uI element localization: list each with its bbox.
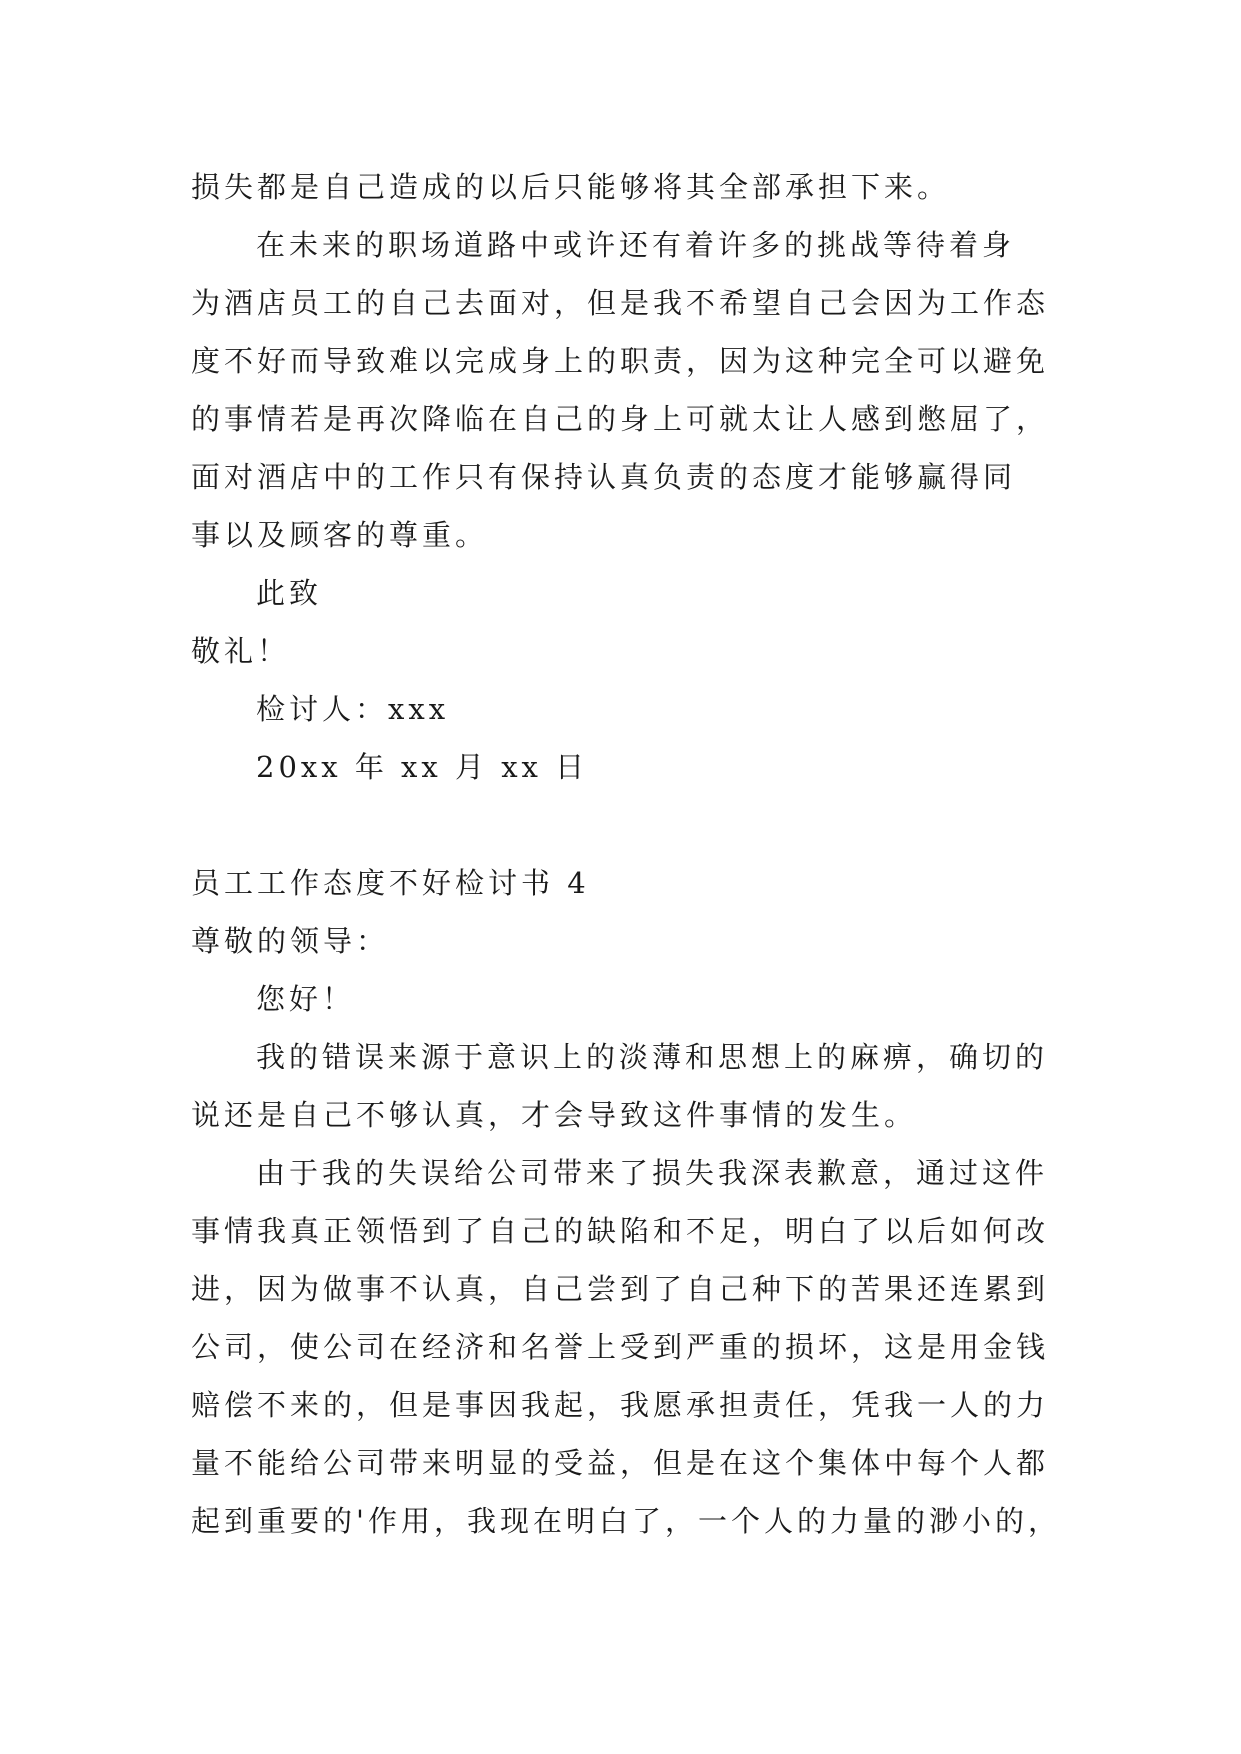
paragraph-line: 为酒店员工的自己去面对，但是我不希望自己会因为工作态: [191, 286, 1050, 320]
section-gap: [191, 796, 1069, 854]
paragraph-line: 我的错误来源于意识上的淡薄和思想上的麻痹，确切的: [256, 1040, 1049, 1074]
paragraph-line: 说还是自己不够认真，才会导致这件事情的发生。: [191, 1098, 918, 1132]
paragraph-line: 在未来的职场道路中或许还有着许多的挑战等待着身: [256, 228, 1016, 262]
paragraph-line: 度不好而导致难以完成身上的职责，因为这种完全可以避免: [191, 344, 1050, 378]
paragraph-line: 赔偿不来的，但是事因我起，我愿承担责任，凭我一人的力: [191, 1388, 1050, 1422]
letter-title: 员工工作态度不好检讨书 4: [191, 866, 590, 900]
date-text: 20xx 年 xx 月 xx 日: [256, 750, 589, 784]
paragraph-line: 损失都是自己造成的以后只能够将其全部承担下来。: [191, 170, 951, 204]
salute-text: 敬礼！: [191, 634, 291, 668]
closing-text: 此致: [256, 576, 323, 610]
paragraph-line: 面对酒店中的工作只有保持认真负责的态度才能够赢得同: [191, 460, 1017, 494]
greeting: 您好！: [256, 982, 356, 1016]
paragraph-line: 公司，使公司在经济和名誉上受到严重的损坏，这是用金钱: [191, 1330, 1050, 1364]
signer-text: 检讨人：xxx: [256, 692, 450, 726]
paragraph-line: 的事情若是再次降临在自己的身上可就太让人感到憋屈了，: [191, 402, 1050, 436]
paragraph-line: 事以及顾客的尊重。: [191, 518, 489, 552]
paragraph-line: 由于我的失误给公司带来了损失我深表歉意，通过这件: [256, 1156, 1049, 1190]
document-body: [191, 158, 1069, 1550]
paragraph-line: 进，因为做事不认真，自己尝到了自己种下的苦果还连累到: [191, 1272, 1050, 1306]
addressee: 尊敬的领导：: [191, 924, 390, 958]
paragraph-line: 量不能给公司带来明显的受益，但是在这个集体中每个人都: [191, 1446, 1050, 1480]
paragraph-line: 事情我真正领悟到了自己的缺陷和不足，明白了以后如何改: [191, 1214, 1050, 1248]
paragraph-line: 起到重要的'作用，我现在明白了，一个人的力量的渺小的，: [191, 1504, 1061, 1538]
